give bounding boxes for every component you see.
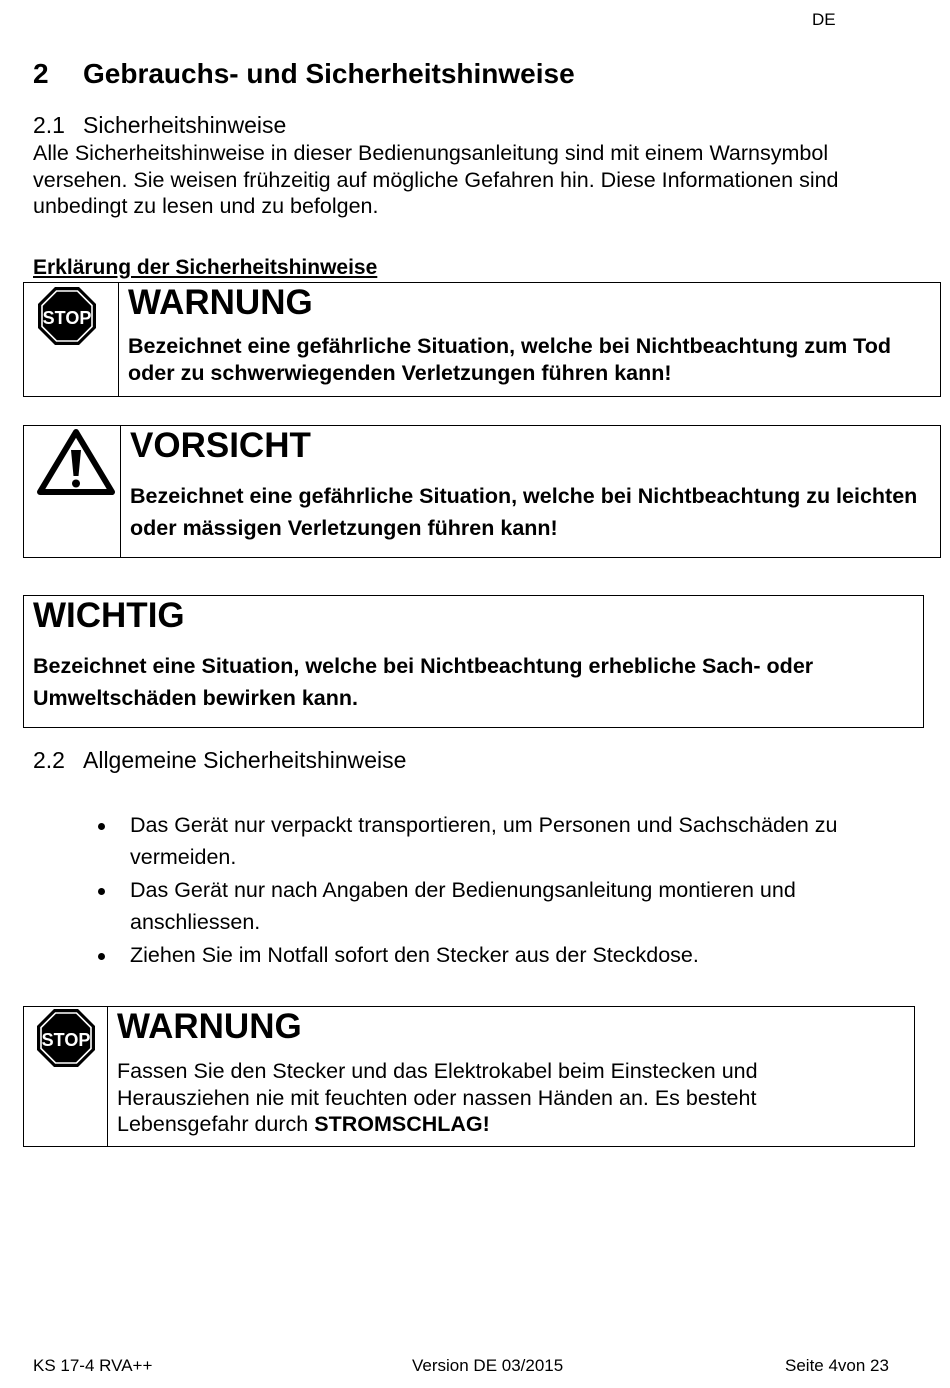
bullet-icon <box>98 888 105 895</box>
caution-title: VORSICHT <box>130 426 311 465</box>
warning-text: Bezeichnet eine gefährliche Situation, welche bei Nichtbeachtung zum Tod oder zu schwerwiegenden Verletzungen führen kann! <box>128 334 891 385</box>
footer-model: KS 17-4 RVA++ <box>33 1356 153 1375</box>
bullet-icon <box>98 823 105 830</box>
electric-warning-title: WARNUNG <box>117 1007 302 1046</box>
electric-warning-icon-cell <box>24 1007 108 1146</box>
caution-text: Bezeichnet eine gefährliche Situation, welche bei Nichtbeachtung zu leichten oder mässigen Verletzungen führen kann! <box>130 484 918 540</box>
section-number: 2 <box>33 58 49 89</box>
stop-sign-label: STOP <box>41 1030 91 1050</box>
electric-warning-text-bold: STROMSCHLAG! <box>314 1112 490 1136</box>
important-box <box>23 595 924 728</box>
footer-version: Version DE 03/2015 <box>412 1356 564 1375</box>
footer-page-number: Seite 4von 23 <box>785 1356 889 1375</box>
stop-sign-icon <box>35 1007 97 1069</box>
section-heading <box>33 58 575 90</box>
section-title: Gebrauchs- und Sicherheitshinweise <box>83 58 575 89</box>
explanation-title: Erklärung der Sicherheitshinweise <box>33 256 378 279</box>
list-item <box>95 940 905 972</box>
list-item-text: Das Gerät nur verpackt transportieren, um Personen und Sachschäden zu vermeiden. <box>130 813 838 869</box>
caution-icon-cell <box>24 426 121 557</box>
list-item <box>95 875 905 938</box>
subsection-title: Allgemeine Sicherheitshinweise <box>83 747 407 773</box>
stop-sign-icon <box>36 285 98 347</box>
list-item-text: Ziehen Sie im Notfall sofort den Stecker aus der Steckdose. <box>130 943 699 967</box>
bullet-icon <box>98 953 105 960</box>
list-item <box>95 810 905 873</box>
language-tag: DE <box>812 10 836 29</box>
subsection-number: 2.1 <box>33 112 65 138</box>
stop-sign-label: STOP <box>42 308 92 328</box>
subsection-number: 2.2 <box>33 747 65 773</box>
warning-icon-cell <box>24 283 119 396</box>
safety-bullet-list <box>95 810 905 974</box>
electric-warning-box <box>23 1006 915 1147</box>
electric-warning-text-regular: Fassen Sie den Stecker und das Elektrokabel beim Einstecken und Herausziehen nie mit feuchten oder nassen Händen an. Es besteht Lebensgefahr durch <box>117 1059 758 1136</box>
subsection-heading-2-2 <box>33 747 406 774</box>
warning-box <box>23 282 941 397</box>
caution-box <box>23 425 941 558</box>
subsection-title: Sicherheitshinweise <box>83 112 287 138</box>
list-item-text: Das Gerät nur nach Angaben der Bedienungsanleitung montieren und anschliessen. <box>130 878 796 934</box>
important-text: Bezeichnet eine Situation, welche bei Nichtbeachtung erhebliche Sach- oder Umweltschäden bewirken kann. <box>33 654 814 710</box>
subsection-heading-2-1 <box>33 112 286 139</box>
electric-warning-text <box>117 1058 817 1138</box>
important-title: WICHTIG <box>33 596 185 635</box>
intro-paragraph: Alle Sicherheitshinweise in dieser Bedienungsanleitung sind mit einem Warnsymbol versehen. Sie weisen frühzeitig auf mögliche Gefahren hin. Diese Informationen sind unbedingt zu lesen und zu befolgen. <box>33 141 839 218</box>
warning-title: WARNUNG <box>128 283 313 322</box>
warning-triangle-icon <box>36 428 116 496</box>
